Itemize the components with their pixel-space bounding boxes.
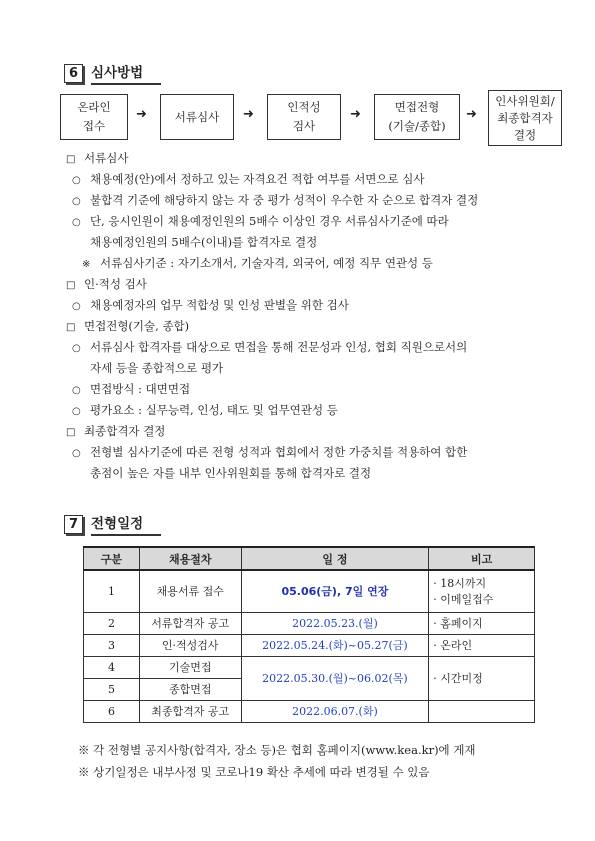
section-title: 심사방법 (91, 61, 161, 85)
row-step: 기술면접 (139, 656, 241, 678)
section-title: 전형일정 (91, 512, 161, 536)
list-item: ○ 불합격 기준에 해당하지 않는 자 중 평가 성적이 우수한 자 순으로 합격자 결정 (72, 193, 479, 207)
list-item: □ 최종합격자 결정 (66, 424, 166, 438)
list-item: 총점이 높은 자를 내부 인사위원회를 통해 합격자로 결정 (90, 466, 372, 480)
flow-step-aptitude-test: 인적성 검사 (267, 94, 341, 140)
list-item: □ 면접전형(기술, 종합) (66, 319, 190, 333)
schedule-table (83, 546, 535, 723)
table-row (84, 570, 535, 612)
list-item: ※ 서류심사기준 : 자기소개서, 기술자격, 외국어, 예정 직무 연관성 등 (82, 256, 433, 270)
table-header-row (84, 547, 535, 570)
schedule-note: ※ 상기일정은 내부사정 및 코로나19 확산 추세에 따라 변경될 수 있음 (78, 765, 430, 779)
column-header: 비고 (429, 547, 535, 570)
column-header: 일 정 (241, 547, 429, 570)
column-header: 구분 (84, 547, 140, 570)
section-number: 7 (64, 515, 83, 534)
row-number: 4 (84, 656, 140, 678)
list-item: 채용예정인원의 5배수(이내)를 합격자로 결정 (90, 235, 318, 249)
table-row (84, 656, 535, 678)
list-item: 자세 등을 종합적으로 평가 (90, 361, 224, 375)
arrow-icon: ➜ (350, 107, 361, 122)
flow-step-final-decision: 인사위원회/ 최종합격자 결정 (488, 90, 562, 146)
row-number: 1 (84, 570, 140, 612)
table-row (84, 634, 535, 656)
arrow-icon: ➜ (136, 107, 147, 122)
row-note: · 온라인 (429, 634, 535, 656)
list-item: ○ 채용예정(안)에서 정하고 있는 자격요건 적합 여부를 서면으로 심사 (72, 172, 425, 186)
row-note: · 시간미정 (429, 656, 535, 700)
flow-step-interview: 면접전형 (기술/종합) (374, 94, 460, 140)
row-note: · 18시까지 · 이메일접수 (429, 570, 535, 612)
arrow-icon: ➜ (243, 107, 254, 122)
row-number: 6 (84, 700, 140, 722)
list-item: □ 서류심사 (66, 151, 129, 165)
section6-heading (64, 61, 161, 85)
row-date: 2022.05.30.(월)~06.02(목) (241, 656, 429, 700)
row-date: 2022.06.07.(화) (241, 700, 429, 722)
row-step: 인·적성검사 (139, 634, 241, 656)
arrow-icon: ➜ (466, 107, 477, 122)
row-note (429, 700, 535, 722)
column-header: 채용절차 (139, 547, 241, 570)
row-date: 2022.05.23.(월) (241, 612, 429, 634)
list-item: ○ 면접방식 : 대면면접 (72, 382, 191, 396)
row-date: 05.06(금), 7일 연장 (241, 570, 429, 612)
list-item: ○ 단, 응시인원이 채용예정인원의 5배수 이상인 경우 서류심사기준에 따라 (72, 214, 449, 228)
list-item: ○ 전형별 심사기준에 따른 전형 성적과 협회에서 정한 가중치를 적용하여 합한 (72, 445, 468, 459)
section-number: 6 (64, 64, 83, 83)
row-step: 최종합격자 공고 (139, 700, 241, 722)
row-step: 서류합격자 공고 (139, 612, 241, 634)
schedule-note: ※ 각 전형별 공지사항(합격자, 장소 등)은 협회 홈페이지(www.kea.kr)에 게재 (78, 743, 476, 757)
flow-step-document-review: 서류심사 (160, 94, 234, 140)
row-number: 3 (84, 634, 140, 656)
row-number: 5 (84, 678, 140, 700)
row-step: 채용서류 접수 (139, 570, 241, 612)
row-note: · 홈페이지 (429, 612, 535, 634)
list-item: ○ 평가요소 : 실무능력, 인성, 태도 및 업무연관성 등 (72, 403, 338, 417)
row-step: 종합면접 (139, 678, 241, 700)
row-date: 2022.05.24.(화)~05.27(금) (241, 634, 429, 656)
section7-heading (64, 512, 161, 536)
table-row (84, 612, 535, 634)
flow-step-online-apply: 온라인 접수 (60, 94, 128, 140)
list-item: ○ 채용예정자의 업무 적합성 및 인성 판별을 위한 검사 (72, 298, 349, 312)
list-item: □ 인·적성 검사 (66, 277, 147, 291)
table-row (84, 700, 535, 722)
row-number: 2 (84, 612, 140, 634)
list-item: ○ 서류심사 합격자를 대상으로 면접을 통해 전문성과 인성, 협회 직원으로서의 (72, 340, 468, 354)
